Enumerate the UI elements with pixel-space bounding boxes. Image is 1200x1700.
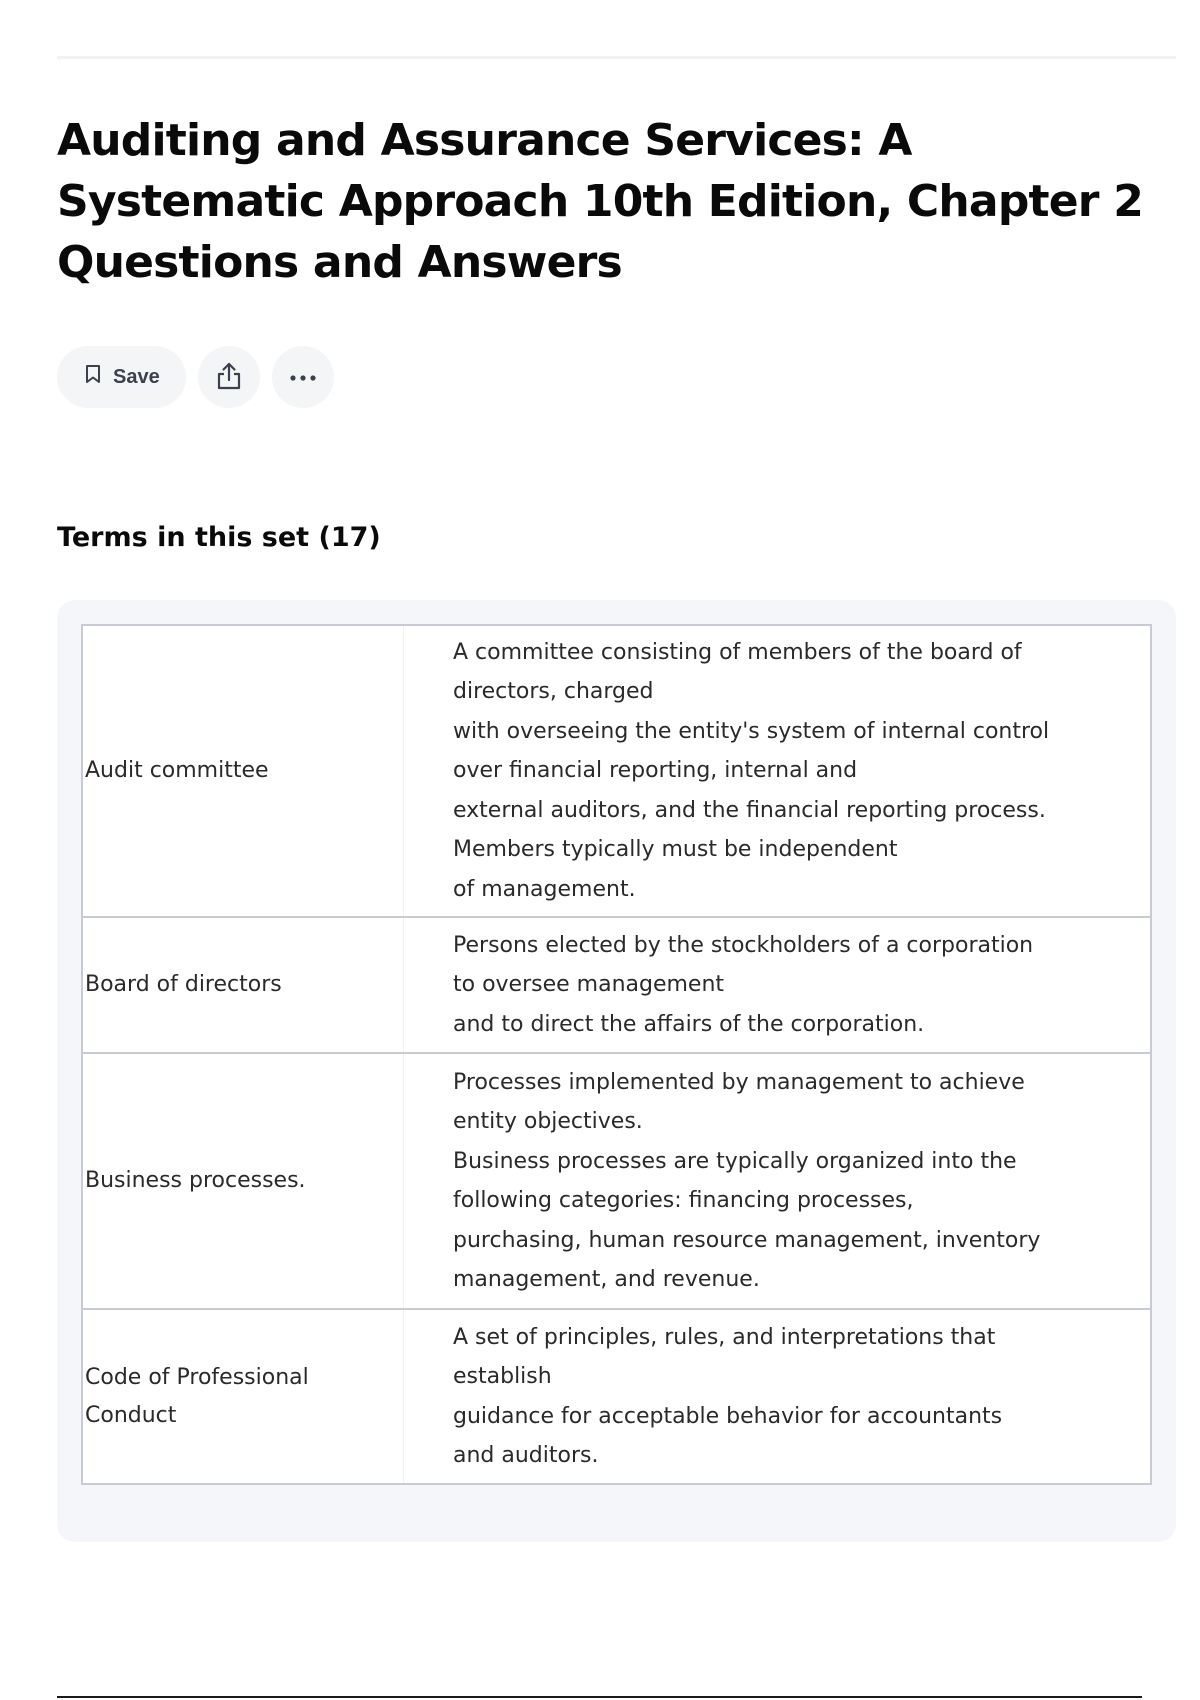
terms-panel [57,600,1176,1542]
share-button[interactable] [198,346,260,408]
definition-line: of management. [453,876,636,902]
definition-cell [404,625,1152,917]
term-row [82,625,1151,917]
share-icon [215,361,243,394]
definition-line: following categories: financing processes, [453,1188,914,1213]
definition-line: entity objectives. [453,1109,643,1134]
term-row [82,1309,1151,1484]
definition-line: Persons elected by the stockholders of a corporation [453,932,1034,958]
definition-cell [404,1053,1152,1309]
definition-line: A set of principles, rules, and interpretations that [453,1324,996,1350]
definition-line: over financial reporting, internal and [453,758,858,784]
definition-cell [404,917,1152,1053]
definition-cell [404,1309,1152,1484]
term-cell: Board of directors [82,917,404,1053]
terms-table [81,624,1152,1485]
definition-line: and to direct the affairs of the corporation. [453,1011,925,1037]
bottom-divider [57,1696,1142,1698]
save-button[interactable] [57,346,186,408]
definition-line: external auditors, and the financial reporting process. [453,797,1046,823]
term-cell: Code of Professional Conduct [82,1309,404,1484]
term-row [82,1053,1151,1309]
definition-line: management, and revenue. [453,1267,760,1292]
definition-line: Business processes are typically organized into the [453,1148,1017,1174]
definition-line: Processes implemented by management to achieve [453,1069,1025,1095]
definition-line: with overseeing the entity's system of internal control [453,718,1050,744]
definition-line: establish [453,1364,552,1389]
terms-heading: Terms in this set (17) [57,522,381,553]
definition-line: purchasing, human resource management, inventory [453,1227,1041,1253]
more-options-button[interactable] [272,346,334,408]
definition-line: directors, charged [453,679,654,705]
bookmark-icon [85,364,101,390]
term-cell: Business processes. [82,1053,404,1309]
term-cell: Audit committee [82,625,404,917]
top-divider [57,56,1176,59]
more-icon [289,370,317,385]
definition-line: guidance for acceptable behavior for accountants [453,1403,1003,1429]
definition-line: and auditors. [453,1443,599,1468]
definition-line: to oversee management [453,972,725,998]
definition-line: Members typically must be independent [453,837,898,863]
definition-line: A committee consisting of members of the board of [453,639,1022,665]
term-row [82,917,1151,1053]
action-bar [57,346,334,408]
page-title: Auditing and Assurance Services: A Systematic Approach 10th Edition, Chapter 2 Questions and Answers [57,115,1144,288]
save-button-label: Save [113,365,160,388]
